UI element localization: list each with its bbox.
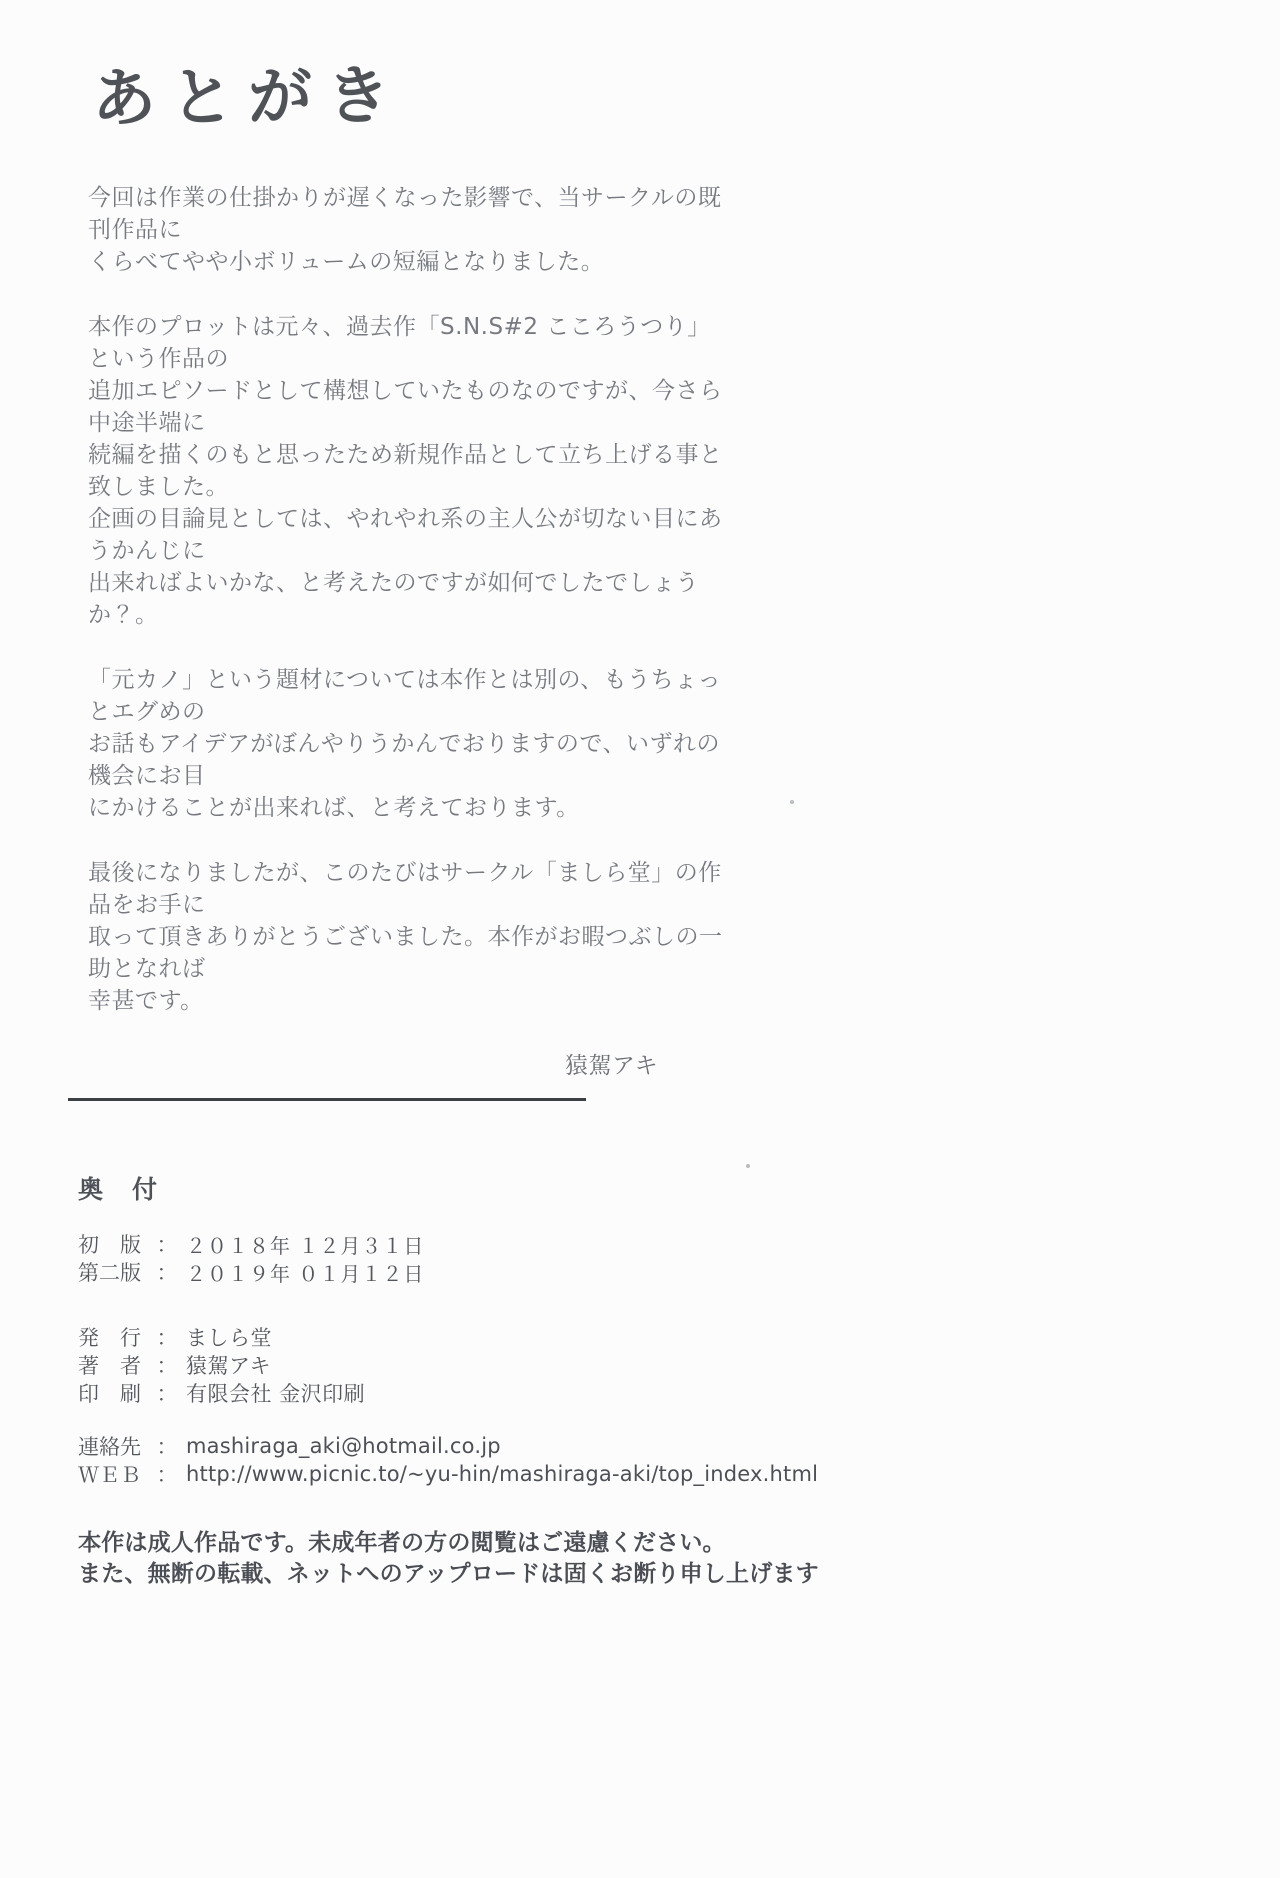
afterword-paragraph xyxy=(88,182,728,278)
afterword-line: 幸甚です。 xyxy=(88,988,204,1014)
disclaimer-line: また、無断の転載、ネットへのアップロードは固くお断り申し上げます xyxy=(78,1561,819,1587)
colophon-separator: ： xyxy=(156,1326,178,1350)
colophon-separator: ： xyxy=(156,1435,178,1459)
afterword-paragraph xyxy=(88,664,728,824)
afterword-line: 追加エピソードとして構想していたものなのですが、今さら中途半端に xyxy=(88,378,723,436)
afterword-paragraph xyxy=(88,311,728,631)
colophon-row-second-edition xyxy=(78,1258,818,1286)
author-signature: 猿駕アキ xyxy=(565,1053,659,1079)
colophon-label: 発 行 xyxy=(78,1326,141,1350)
afterword-paragraph xyxy=(88,857,728,1017)
page-title: あとがき xyxy=(91,59,405,137)
afterword-line: 本作のプロットは元々、過去作「S.N.S#2 こころうつり」という作品の xyxy=(88,314,711,372)
colophon-section xyxy=(78,1230,818,1488)
colophon-heading: 奥 付 xyxy=(78,1175,160,1204)
afterword-line: 企画の目論見としては、やれやれ系の主人公が切ない目にあうかんじに xyxy=(88,506,723,564)
contact-email-text: mashiraga_aki@hotmail.co.jp xyxy=(186,1434,501,1458)
colophon-label: 印 刷 xyxy=(78,1382,141,1406)
colophon-row-website xyxy=(78,1460,818,1488)
colophon-label: 連絡先 xyxy=(78,1435,141,1459)
colophon-value: ２０１９年 ０１月１２日 xyxy=(186,1261,425,1286)
colophon-separator: ： xyxy=(156,1463,178,1487)
afterword-line: 続編を描くのもと思ったため新規作品として立ち上げる事と致しました。 xyxy=(88,442,723,500)
website-url-text: http://www.picnic.to/~yu-hin/mashiraga-aki/top_index.html xyxy=(186,1462,819,1486)
colophon-value: ２０１８年 １２月３１日 xyxy=(186,1233,425,1258)
afterword-line: 「元カノ」という題材については本作とは別の、もうちょっとエグめの xyxy=(88,667,722,725)
afterword-body xyxy=(88,182,728,1082)
afterword-line: くらべてやや小ボリュームの短編となりました。 xyxy=(88,249,605,275)
colophon-label: 第二版 xyxy=(78,1261,141,1285)
colophon-row-author xyxy=(78,1351,818,1379)
colophon-row-first-edition xyxy=(78,1230,818,1258)
colophon-row-publisher xyxy=(78,1323,818,1351)
colophon-separator: ： xyxy=(156,1354,178,1378)
colophon-separator: ： xyxy=(156,1261,178,1285)
afterword-line: 最後になりましたが、このたびはサークル「ましら堂」の作品をお手に xyxy=(88,860,722,918)
colophon-label: 著 者 xyxy=(78,1354,141,1378)
colophon-label: ＷＥＢ xyxy=(78,1463,141,1487)
colophon-separator: ： xyxy=(156,1233,178,1257)
colophon-value: 有限会社 金沢印刷 xyxy=(186,1382,366,1406)
section-divider xyxy=(68,1098,586,1101)
afterword-line: 出来ればよいかな、と考えたのですが如何でしたでしょうか？。 xyxy=(88,570,699,628)
scan-speck xyxy=(746,1164,750,1168)
disclaimer-line: 本作は成人作品です。未成年者の方の閲覧はご遠慮ください。 xyxy=(78,1530,726,1556)
colophon-separator: ： xyxy=(156,1382,178,1406)
afterword-line: 今回は作業の仕掛かりが遅くなった影響で、当サークルの既刊作品に xyxy=(88,185,722,243)
colophon-value: 猿駕アキ xyxy=(186,1354,272,1378)
afterword-line: 取って頂きありがとうございました。本作がお暇つぶしの一助となれば xyxy=(88,924,723,982)
adult-content-disclaimer xyxy=(78,1528,819,1590)
scan-speck xyxy=(790,800,794,804)
colophon-label: 初 版 xyxy=(78,1233,141,1257)
colophon-row-printer xyxy=(78,1379,818,1407)
colophon-row-contact-email xyxy=(78,1432,818,1460)
afterword-line: お話もアイデアがぼんやりうかんでおりますので、いずれの機会にお目 xyxy=(88,731,720,789)
colophon-value: ましら堂 xyxy=(186,1326,272,1350)
afterword-line: にかけることが出来れば、と考えております。 xyxy=(88,795,580,821)
